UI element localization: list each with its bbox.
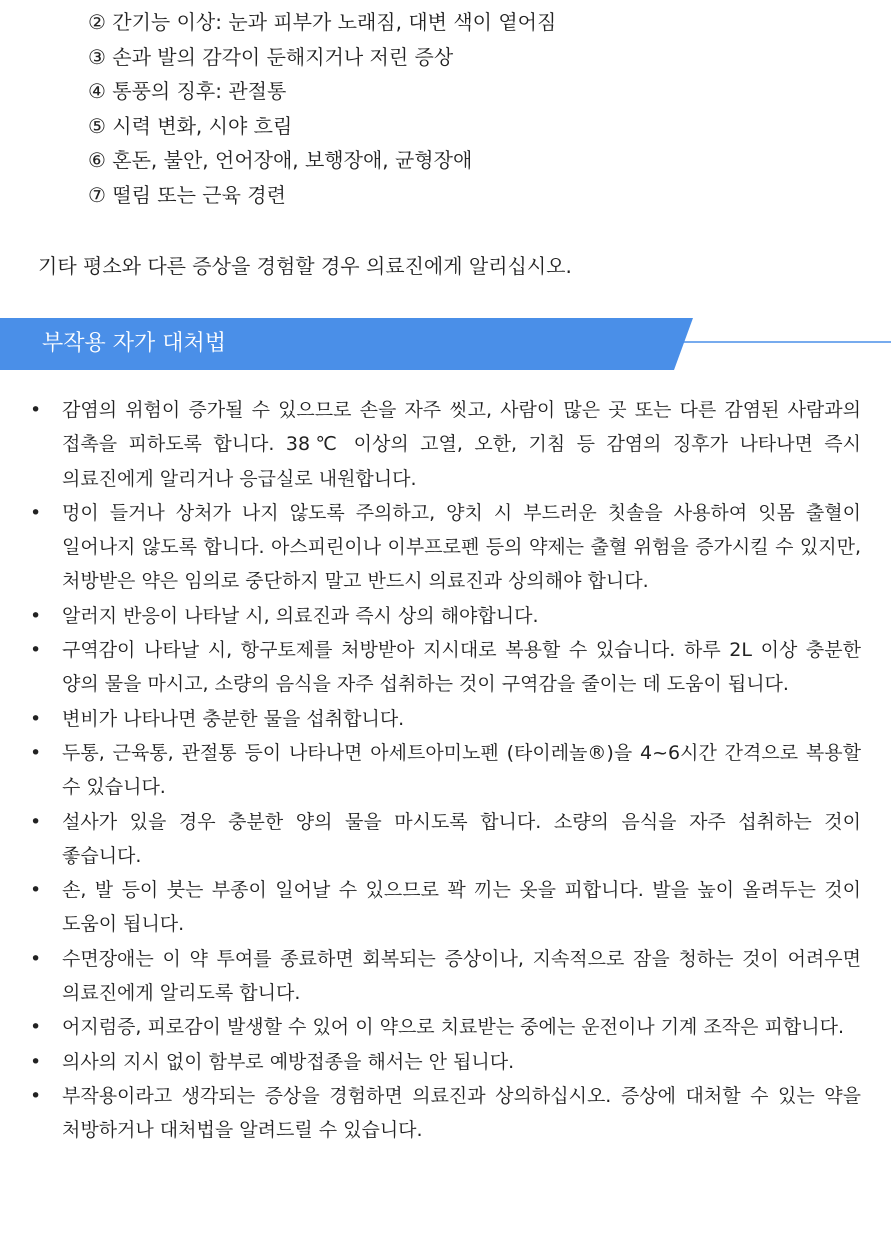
- tip-text: 어지럼증, 피로감이 발생할 수 있어 이 약으로 치료받는 중에는 운전이나 기계 조작은 피합니다.: [62, 1016, 845, 1039]
- bullet-icon: •: [30, 604, 42, 627]
- symptom-item: ⑤ 시력 변화, 시야 흐림: [88, 113, 293, 138]
- symptom-list: [88, 5, 556, 212]
- tip-text: 의사의 지시 없이 함부로 예방접종을 해서는 안 됩니다.: [62, 1050, 515, 1073]
- list-item: [28, 633, 861, 702]
- tip-text: 구역감이 나타날 시, 항구토제를 처방받아 지시대로 복용할 수 있습니다. 하루 2L 이상 충분한 양의 물을 마시고, 소량의 음식을 자주 섭취하는 것이 구역감을 줄이는 데 도움이 됩니다.: [62, 639, 861, 696]
- tip-text: 설사가 있을 경우 충분한 양의 물을 마시도록 합니다. 소량의 음식을 자주 섭취하는 것이 좋습니다.: [62, 810, 861, 867]
- bullet-icon: •: [30, 1016, 42, 1039]
- bullet-icon: •: [30, 1084, 42, 1107]
- list-item: [28, 805, 861, 874]
- section-title: 부작용 자가 대처법: [42, 331, 227, 356]
- bullet-icon: •: [30, 399, 42, 421]
- tip-text: 감염의 위험이 증가될 수 있으므로 손을 자주 씻고, 사람이 많은 곳 또는 다른 감염된 사람과의 접촉을 피하도록 합니다. 38℃ 이상의 고열, 오한, 기침 등 감염의 징후가 나타나면 즉시 의료진에게 알리거나 응급실로 내원합니다.: [62, 399, 862, 490]
- symptom-item: ⑥ 혼돈, 불안, 언어장애, 보행장애, 균형장애: [88, 148, 473, 172]
- list-item: [28, 496, 861, 599]
- tip-text: 두통, 근육통, 관절통 등이 나타나면 아세트아미노펜 (타이레놀®)을 4~6시간 간격으로 복용할 수 있습니다.: [62, 741, 861, 799]
- bullet-icon: •: [30, 741, 42, 764]
- tip-text: 알러지 반응이 나타날 시, 의료진과 즉시 상의 해야합니다.: [62, 604, 539, 627]
- bullet-icon: •: [30, 639, 42, 662]
- list-item: [28, 599, 861, 633]
- list-item: [28, 1010, 861, 1044]
- tip-text: 변비가 나타나면 충분한 물을 섭취합니다.: [62, 707, 405, 730]
- symptom-item: ③ 손과 발의 감각이 둔해지거나 저린 증상: [88, 44, 454, 69]
- section-header: [0, 318, 891, 370]
- bullet-icon: •: [30, 947, 42, 970]
- bullet-icon: •: [30, 879, 42, 902]
- list-item: [28, 702, 861, 736]
- list-item: [28, 736, 861, 805]
- other-symptoms-note: 기타 평소와 다른 증상을 경험할 경우 의료진에게 알리십시오.: [38, 254, 572, 278]
- symptom-item: ④ 통풍의 징후: 관절통: [88, 79, 287, 103]
- list-item: [28, 393, 861, 496]
- tip-text: 부작용이라고 생각되는 증상을 경험하면 의료진과 상의하십시오. 증상에 대처할 수 있는 약을 처방하거나 대처법을 알려드릴 수 있습니다.: [62, 1084, 861, 1142]
- list-item: [28, 1045, 861, 1079]
- list-item: [28, 873, 861, 942]
- self-care-tips-list: [28, 393, 861, 1148]
- symptom-item: ⑦ 떨림 또는 근육 경련: [88, 182, 286, 207]
- tip-text: 손, 발 등이 붓는 부종이 일어날 수 있으므로 꽉 끼는 옷을 피합니다. 발을 높이 올려두는 것이 도움이 됩니다.: [62, 879, 861, 936]
- list-item: [28, 942, 861, 1011]
- symptom-item: ② 간기능 이상: 눈과 피부가 노래짐, 대변 색이 옅어짐: [88, 10, 557, 34]
- bullet-icon: •: [30, 1050, 42, 1073]
- bullet-icon: •: [30, 810, 42, 833]
- tip-text: 멍이 들거나 상처가 나지 않도록 주의하고, 양치 시 부드러운 칫솔을 사용하여 잇몸 출혈이 일어나지 않도록 합니다. 아스피린이나 이부프로펜 등의 약제는 출혈 위험을 증가시킬 수 있지만, 처방받은 약은 임의로 중단하지 말고 반드시 의료진과 상의해야 합니다.: [62, 501, 861, 593]
- bullet-icon: •: [30, 707, 42, 730]
- list-item: [28, 1079, 861, 1148]
- tip-text: 수면장애는 이 약 투여를 종료하면 회복되는 증상이나, 지속적으로 잠을 청하는 것이 어려우면 의료진에게 알리도록 합니다.: [62, 947, 861, 1005]
- bullet-icon: •: [30, 501, 42, 524]
